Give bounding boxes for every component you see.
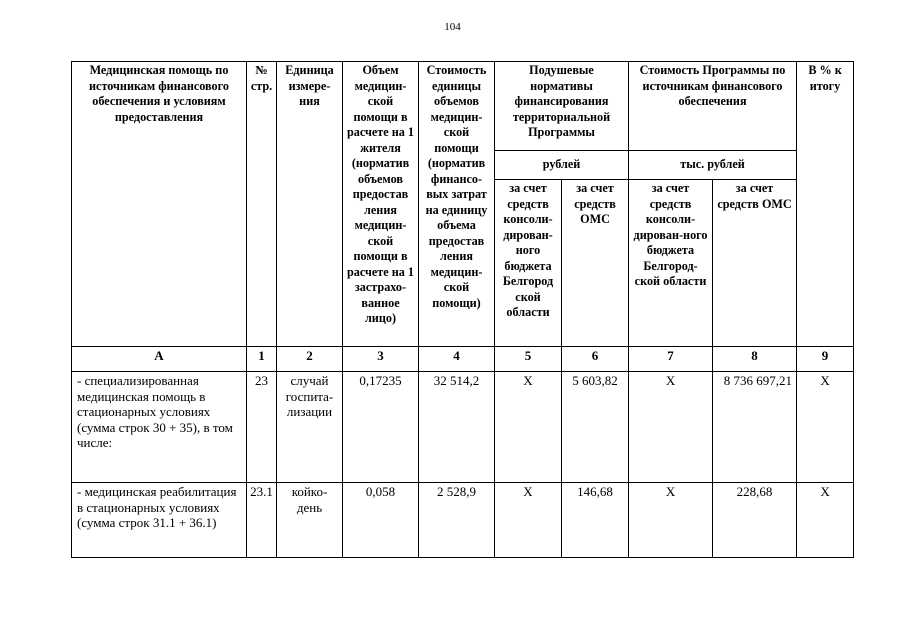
column-number: 8 <box>713 347 797 372</box>
table-row <box>72 372 854 483</box>
header-col-3: Объем медицин-ской помощи в расчете на 1 жителя (норматив объемов предостав ления медицин-ской помощи в расчете на 1 застрахо-ванное лицо) <box>343 62 419 347</box>
row-name: - специализированная медицинская помощь в стационарных условиях (сумма строк 30 + 35), в том числе: <box>72 372 247 483</box>
row-cost: 32 514,2 <box>419 372 495 483</box>
header-col-2: Единица измере-ния <box>277 62 343 347</box>
row-col-8: 8 736 697,21 <box>713 372 797 483</box>
row-unit: случай госпита-лизации <box>277 372 343 483</box>
column-number: 7 <box>629 347 713 372</box>
row-cost: 2 528,9 <box>419 483 495 558</box>
column-number: 4 <box>419 347 495 372</box>
table-row <box>72 483 854 558</box>
program-cost-table <box>71 61 854 558</box>
row-col-7: Х <box>629 483 713 558</box>
row-col-5: Х <box>495 483 562 558</box>
header-col-5: за счет средств консоли-дирован-ного бюджета Белгород ской области <box>495 180 562 347</box>
header-col-4: Стоимость единицы объемов медицин-ской помощи (норматив финансо-вых затрат на единицу объема предостав ления медицин-ской помощи) <box>419 62 495 347</box>
row-line-number: 23.1 <box>247 483 277 558</box>
column-number: 2 <box>277 347 343 372</box>
row-col-9: Х <box>797 483 854 558</box>
header-unit-rubles: рублей <box>495 151 629 180</box>
header-col-a: Медицинская помощь по источникам финансового обеспечения и условиям предоставления <box>72 62 247 347</box>
row-col-6: 5 603,82 <box>562 372 629 483</box>
row-col-6: 146,68 <box>562 483 629 558</box>
row-volume: 0,058 <box>343 483 419 558</box>
row-col-9: Х <box>797 372 854 483</box>
header-col-6: за счет средств ОМС <box>562 180 629 347</box>
column-number: А <box>72 347 247 372</box>
header-group-program-cost: Стоимость Программы по источникам финансового обеспечения <box>629 62 797 151</box>
row-col-5: Х <box>495 372 562 483</box>
row-volume: 0,17235 <box>343 372 419 483</box>
column-number: 3 <box>343 347 419 372</box>
column-number: 9 <box>797 347 854 372</box>
header-col-9: В % к итогу <box>797 62 854 347</box>
header-col-7: за счет средств консоли-дирован-ного бюджета Белгород-ской области <box>629 180 713 347</box>
row-unit: койко-день <box>277 483 343 558</box>
row-col-7: Х <box>629 372 713 483</box>
row-name: - медицинская реабилитация в стационарных условиях (сумма строк 31.1 + 36.1) <box>72 483 247 558</box>
row-line-number: 23 <box>247 372 277 483</box>
header-col-1: № стр. <box>247 62 277 347</box>
row-col-8: 228,68 <box>713 483 797 558</box>
page-number: 104 <box>444 21 461 33</box>
column-number: 6 <box>562 347 629 372</box>
column-number: 1 <box>247 347 277 372</box>
header-unit-thousand-rubles: тыс. рублей <box>629 151 797 180</box>
header-col-8: за счет средств ОМС <box>713 180 797 347</box>
column-numbers-row <box>72 347 854 372</box>
column-number: 5 <box>495 347 562 372</box>
header-group-per-capita: Подушевые нормативы финансирования территориальной Программы <box>495 62 629 151</box>
header-row <box>72 62 854 151</box>
